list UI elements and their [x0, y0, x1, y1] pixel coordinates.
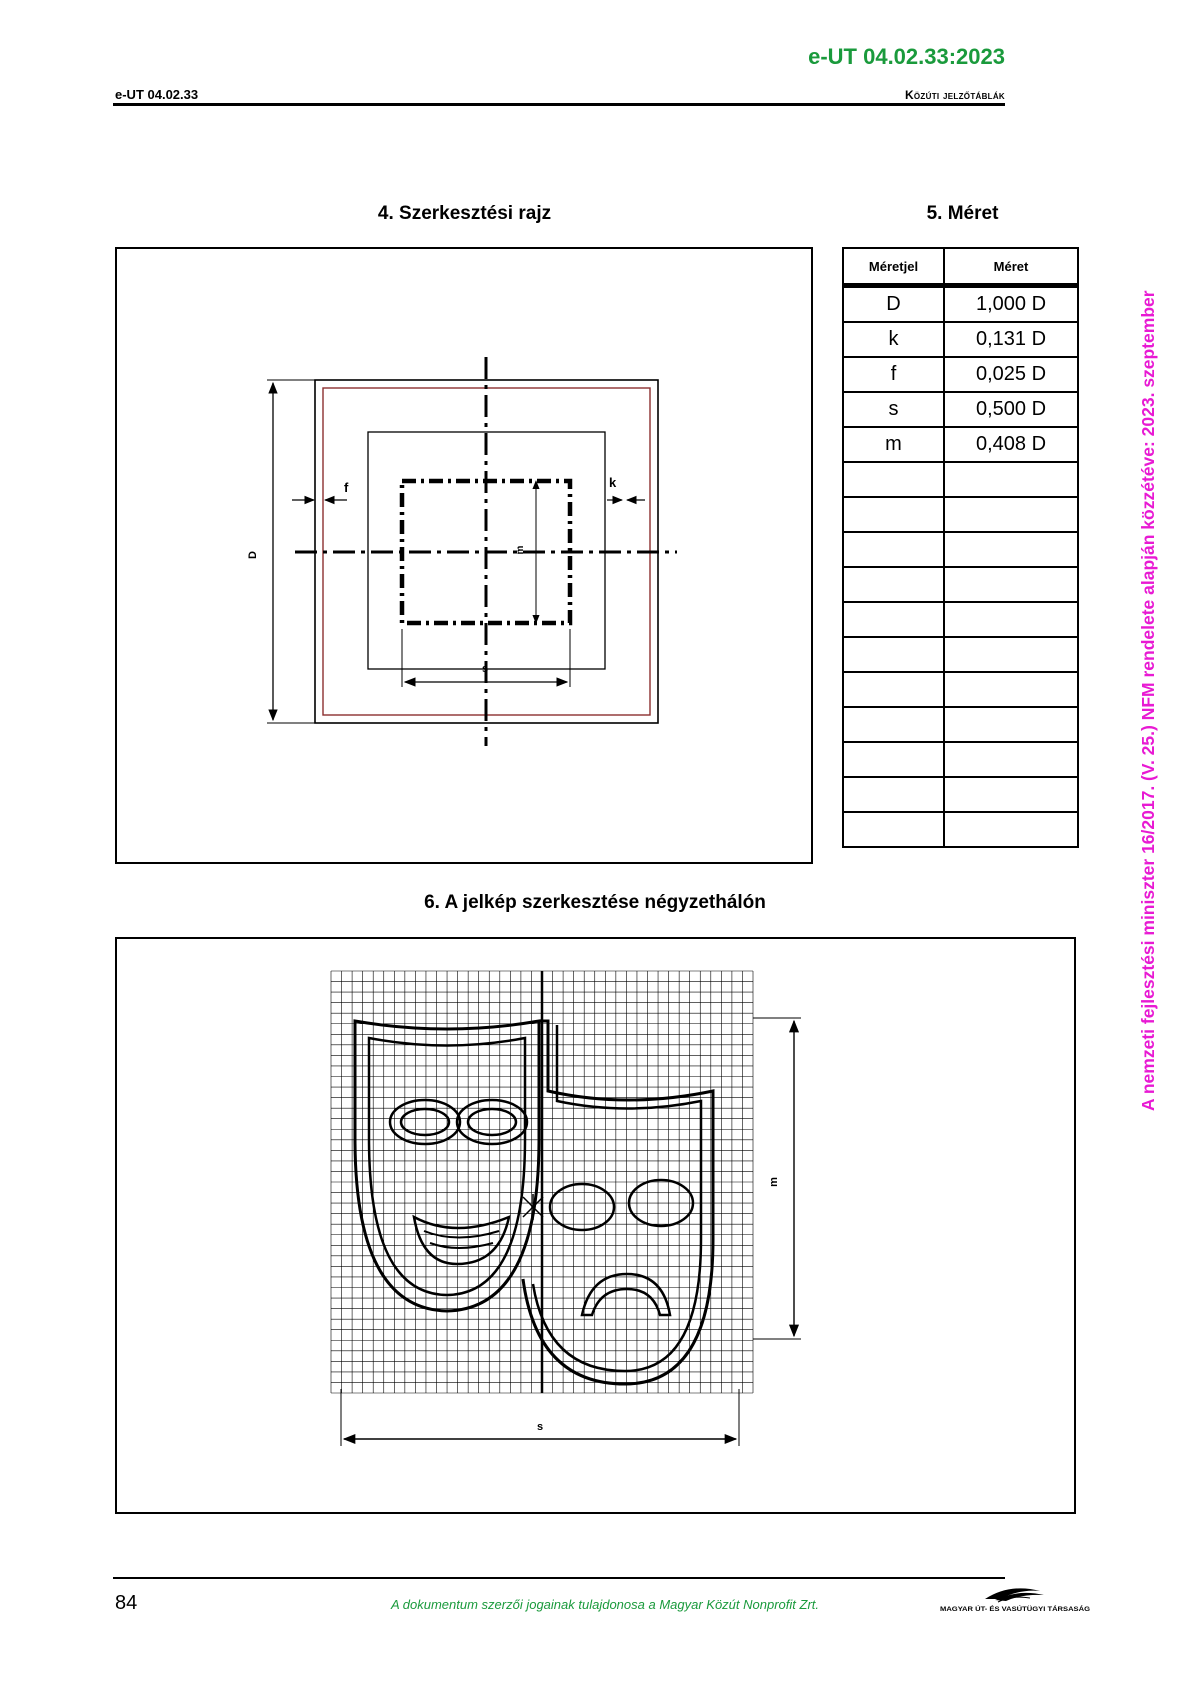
- table-row-empty: [843, 567, 1078, 602]
- label-m: m: [515, 545, 526, 555]
- table-cell-empty: [843, 532, 944, 567]
- center-star-icon: [523, 1194, 543, 1220]
- header-title: Közúti jelzőtáblák: [904, 88, 1005, 102]
- size-symbol: D: [843, 286, 944, 323]
- construction-drawing: [117, 249, 811, 862]
- publication-note-text: A nemzeti fejlesztési miniszter 16/2017. (V. 25.) NFM rendelete alapján közzétéve: 2023. szeptember: [1138, 290, 1158, 1111]
- table-row: [843, 286, 1078, 323]
- table-cell-empty: [944, 742, 1078, 777]
- copyright-notice: A dokumentum szerzői jogainak tulajdonosa a Magyar Közút Nonprofit Zrt.: [390, 1597, 819, 1612]
- table-row-empty: [843, 707, 1078, 742]
- header-rule: [113, 103, 1005, 106]
- table-cell-empty: [944, 672, 1078, 707]
- symbol-grid-drawing: [117, 939, 1074, 1512]
- square-grid: [331, 971, 753, 1393]
- size-table-header-symbol: Méretjel: [843, 248, 944, 286]
- table-row: [843, 322, 1078, 357]
- size-table-header: [843, 248, 1078, 286]
- table-cell-empty: [944, 567, 1078, 602]
- size-section-title: 5. Méret: [926, 203, 999, 224]
- table-row: [843, 357, 1078, 392]
- table-cell-empty: [843, 742, 944, 777]
- table-row-empty: [843, 742, 1078, 777]
- table-cell-empty: [944, 707, 1078, 742]
- grid-section-title: 6. A jelkép szerkesztése négyzethálón: [424, 892, 766, 913]
- grid-label-s: s: [537, 1421, 544, 1433]
- table-cell-empty: [944, 462, 1078, 497]
- size-table: [842, 247, 1079, 848]
- table-cell-empty: [944, 777, 1078, 812]
- table-row-empty: [843, 462, 1078, 497]
- table-cell-empty: [843, 497, 944, 532]
- table-cell-empty: [843, 672, 944, 707]
- size-symbol: m: [843, 427, 944, 462]
- table-row: [843, 427, 1078, 462]
- publisher-logo-icon: [940, 1585, 1090, 1615]
- table-row-empty: [843, 672, 1078, 707]
- size-value: 0,408 D: [944, 427, 1078, 462]
- table-cell-empty: [944, 532, 1078, 567]
- size-value: 0,131 D: [944, 322, 1078, 357]
- drawing-section-title: 4. Szerkesztési rajz: [377, 203, 552, 224]
- table-cell-empty: [944, 637, 1078, 672]
- table-cell-empty: [843, 707, 944, 742]
- table-row: [843, 392, 1078, 427]
- table-cell-empty: [843, 812, 944, 847]
- table-row-empty: [843, 812, 1078, 847]
- grid-label-m: m: [768, 1177, 780, 1187]
- document-code: e-UT 04.02.33:2023: [808, 44, 1005, 69]
- page-number: 84: [115, 1592, 138, 1614]
- table-row-empty: [843, 532, 1078, 567]
- size-symbol: k: [843, 322, 944, 357]
- header-doc-id: e-UT 04.02.33: [115, 87, 199, 102]
- symbol-grid-frame: [115, 937, 1076, 1514]
- table-cell-empty: [944, 602, 1078, 637]
- table-cell-empty: [843, 462, 944, 497]
- table-cell-empty: [843, 567, 944, 602]
- label-D: D: [247, 551, 259, 559]
- table-row-empty: [843, 637, 1078, 672]
- table-row-empty: [843, 497, 1078, 532]
- table-cell-empty: [843, 777, 944, 812]
- size-value: 0,500 D: [944, 392, 1078, 427]
- footer-rule: [113, 1577, 1005, 1579]
- table-cell-empty: [944, 812, 1078, 847]
- label-s: s: [482, 663, 489, 675]
- size-value: 1,000 D: [944, 286, 1078, 323]
- size-symbol: f: [843, 357, 944, 392]
- table-cell-empty: [843, 602, 944, 637]
- label-f: f: [344, 480, 349, 495]
- table-row-empty: [843, 777, 1078, 812]
- construction-drawing-frame: [115, 247, 813, 864]
- table-cell-empty: [843, 637, 944, 672]
- publisher-logo: [940, 1585, 1090, 1615]
- label-k: k: [609, 475, 617, 490]
- size-table-header-value: Méret: [944, 248, 1078, 286]
- table-cell-empty: [944, 497, 1078, 532]
- size-value: 0,025 D: [944, 357, 1078, 392]
- table-row-empty: [843, 602, 1078, 637]
- size-symbol: s: [843, 392, 944, 427]
- publisher-logo-text: MAGYAR ÚT- ÉS VASÚTÜGYI TÁRSASÁG: [940, 1606, 1069, 1613]
